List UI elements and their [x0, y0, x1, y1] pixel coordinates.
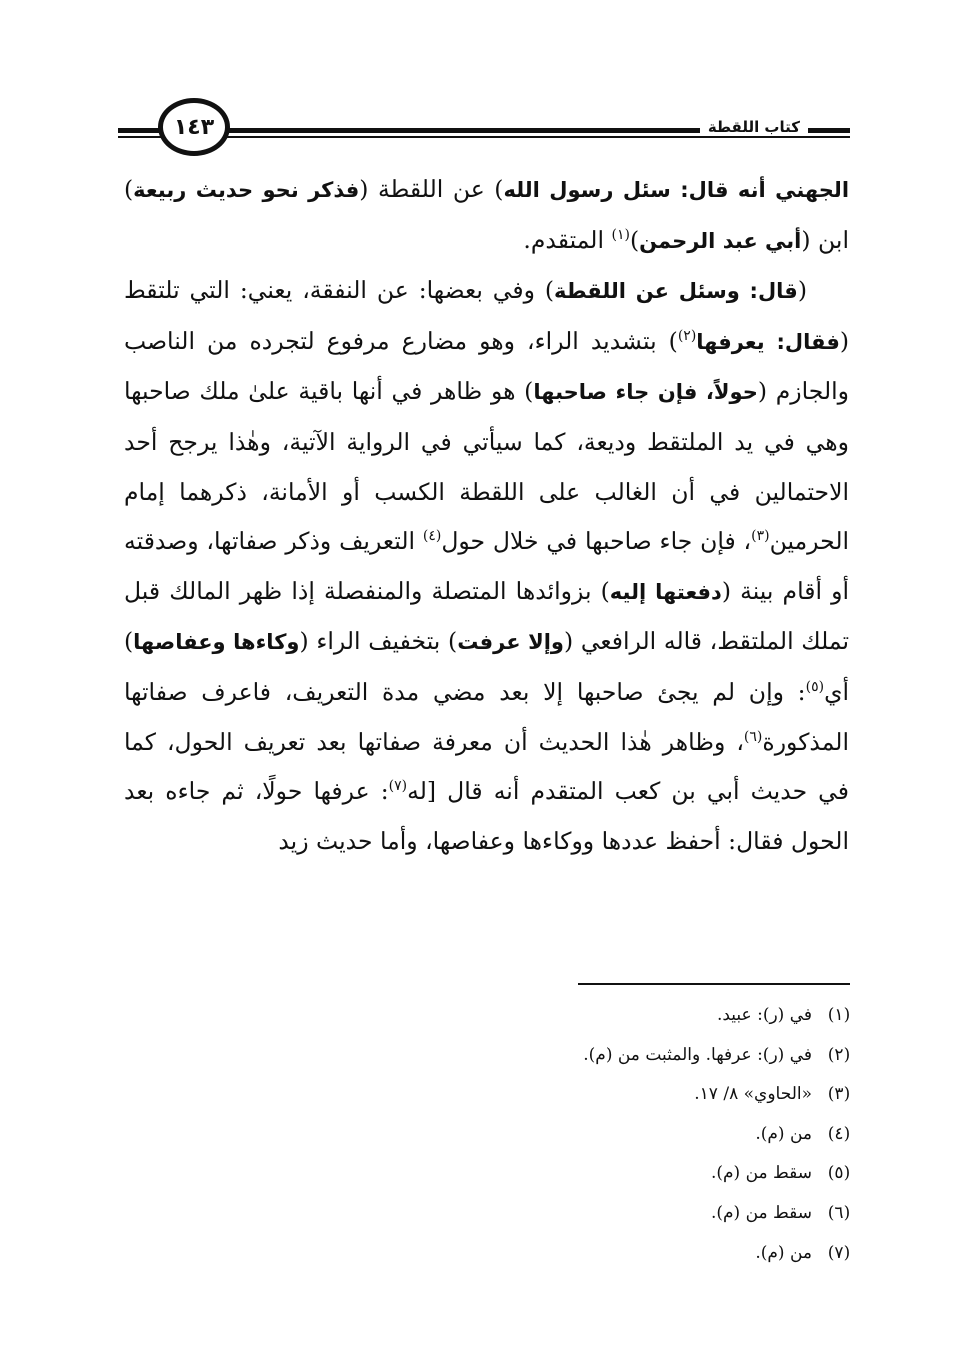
footnote-ref: (٤)	[422, 528, 442, 545]
paragraph-1	[124, 165, 849, 266]
text-run: ) بزوائدها المتصلة والمنفصلة إذا ظهر المالك قبل تملك الملتقط، قاله الرافعي (	[124, 576, 849, 656]
footnote-number: (٥)	[827, 1163, 851, 1184]
running-header	[118, 98, 850, 160]
text-run: فذكر نحو حديث ربيعة	[133, 178, 360, 202]
footnote-item	[400, 1154, 852, 1194]
footnote-ref: (٧)	[388, 778, 408, 795]
text-run: ) هو ظاهر في أنها باقية علىٰ ملك صاحبها وهي في يد الملتقط وديعة، كما سيأتي في الرواية الآتية، وهٰذا يرجح أحد الاحتمالين في أن الغالب على اللقطة الكسب أو الأمانة، ذكرهما إمام الحرمين	[124, 377, 850, 556]
footnote-text: في (ر): عبيد.	[716, 1005, 812, 1025]
text-run: )	[629, 225, 640, 254]
footnote-text: سقط من (م).	[710, 1202, 812, 1223]
text-run: ) أي	[124, 627, 849, 706]
text-run: وإلا عرفت	[457, 630, 564, 655]
text-run: وكاءها وعفاصها	[133, 630, 300, 655]
footnote-number: (٣)	[827, 1084, 851, 1105]
footnote-ref: (٣)	[751, 528, 770, 545]
text-run: المتقدم.	[523, 225, 612, 254]
text-run: دفعتها إليه	[609, 579, 722, 604]
footnote-ref: (١)	[611, 226, 630, 243]
footnote-number: (٢)	[827, 1044, 851, 1065]
footnote-item	[400, 1075, 852, 1115]
text-run: أبي عبد الرحمن	[639, 228, 802, 253]
book-title: كتاب اللقطة	[700, 118, 808, 136]
footnote-item	[400, 1234, 852, 1274]
footnote-text: من (م).	[755, 1123, 812, 1144]
footnote-item	[400, 996, 852, 1036]
text-run: ) عن اللقطة (	[359, 175, 504, 203]
footnote-text: سقط من (م).	[710, 1163, 812, 1184]
footnote-text: من (م).	[755, 1242, 812, 1263]
footnote-ref: (٢)	[677, 327, 697, 344]
text-run: ) ابن (	[124, 175, 849, 254]
footnote-ref: (٦)	[743, 728, 763, 745]
header-rule-right-thin	[223, 136, 850, 138]
footnote-number: (٤)	[827, 1123, 851, 1144]
footnote-number: (٧)	[827, 1242, 851, 1263]
footnote-item	[400, 1115, 852, 1155]
footnote-text: «الحاوي» ٨/ ١٧.	[694, 1084, 812, 1105]
paragraph-2	[124, 266, 849, 866]
main-text	[124, 165, 849, 866]
footnote-text: في (ر): عرفها. والمثبت من (م).	[583, 1044, 812, 1065]
footnote-item	[400, 1036, 852, 1076]
text-run: فقال: يعرفها	[696, 329, 840, 354]
text-run: قال: وسئل عن اللقطة	[554, 279, 798, 304]
text-run: ، فإن جاء صاحبها في خلال حول	[441, 527, 752, 556]
page-number-badge	[158, 98, 230, 156]
text-run: التعريف وذكر صفاتها، وصدقته أو أقام بينة (	[124, 527, 849, 605]
text-run: ) بتخفيف الراء (	[299, 627, 458, 656]
footnote-ref: (٥)	[805, 679, 825, 696]
text-run: (	[797, 276, 807, 305]
footnote-number: (١)	[827, 1005, 851, 1025]
text-run: ، وظاهر هٰذا الحديث أن معرفة صفاتها بعد تعريف الحول، كما في حديث أبي بن كعب المتقدم أنه قال [له	[124, 727, 849, 806]
text-run: ) بتشديد الراء، وهو مضارع مرفوع لتجرده من الناصب والجازم (	[124, 326, 849, 406]
footnote-number: (٦)	[827, 1202, 851, 1223]
text-run: : عرفها حولًا، ثم جاءه بعد الحول فقال: أحفظ عددها ووكاءها وعفاصها، وأما حديث زيد	[124, 777, 849, 855]
text-run: حولاً، فإن جاء صاحبها	[533, 380, 758, 405]
text-run: الجهني أنه قال: سئل رسول الله	[503, 178, 850, 202]
text-run: ) وفي بعضها: عن النفقة، يعني: التي تلتقط (	[124, 276, 849, 355]
footnote-separator	[578, 983, 850, 985]
footnotes	[400, 996, 852, 1273]
text-run: : وإن لم يجئ صاحبها إلا بعد مضي مدة التعريف، فاعرف صفاتها المذكورة	[124, 677, 849, 756]
page-number: ١٤٣	[173, 114, 215, 140]
footnote-item	[400, 1194, 852, 1234]
